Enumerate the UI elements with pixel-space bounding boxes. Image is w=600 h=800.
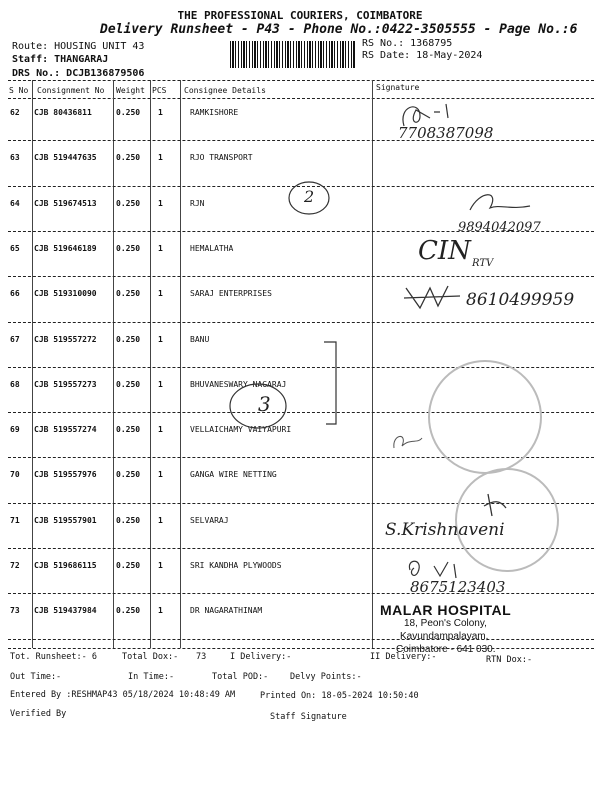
row-sno: 66 <box>10 289 20 299</box>
row-consignee: SELVARAJ <box>190 515 229 525</box>
company-name: THE PROFESSIONAL COURIERS, COIMBATORE <box>177 9 423 22</box>
row-pcs: 1 <box>158 425 163 435</box>
row-sno: 69 <box>10 425 20 435</box>
row-weight: 0.250 <box>116 470 141 480</box>
row-consignment-no: CJB 519557976 <box>34 470 97 480</box>
row-weight: 0.250 <box>116 153 141 163</box>
handwritten-phone-1: 7708387098 <box>398 124 494 142</box>
row-consignee: BANU <box>190 334 210 344</box>
row-consignment-no: CJB 519557901 <box>34 515 97 525</box>
row-consignment-no: CJB 519646189 <box>34 243 97 253</box>
row-weight: 0.250 <box>116 198 141 208</box>
printed-on: Printed On: 18-05-2024 10:50:40 <box>260 691 419 701</box>
column-divider <box>372 80 373 648</box>
total-pod: Total POD:- <box>212 672 269 682</box>
row-sno: 71 <box>10 515 20 525</box>
row-consignee: VELLAICHAMY VAIYAPURI <box>190 425 292 435</box>
row-pcs: 1 <box>158 198 163 208</box>
row-consignee: DR NAGARATHINAM <box>190 606 263 616</box>
row-consignee: SARAJ ENTERPRISES <box>190 289 272 299</box>
round-stamp <box>428 360 542 474</box>
row-pcs: 1 <box>158 108 163 117</box>
barcode-image <box>230 41 355 68</box>
row-sno: 73 <box>10 606 20 616</box>
column-header-weight: Weight <box>116 86 145 95</box>
row-pcs: 1 <box>158 606 163 616</box>
i-delivery: I Delivery:- <box>230 652 292 662</box>
row-consignee: RAMKISHORE <box>190 108 239 117</box>
column-header-pcs: PCS <box>152 86 167 95</box>
drs-number: DRS No.: DCJB136879506 <box>12 68 145 79</box>
handwritten-phone-4: 8675123403 <box>410 578 506 596</box>
row-weight: 0.250 <box>116 243 141 253</box>
column-divider <box>113 80 114 648</box>
row-weight: 0.250 <box>116 334 141 344</box>
rtn-dox: RTN Dox:- <box>486 655 533 665</box>
row-consignment-no: CJB 519557272 <box>34 334 97 344</box>
row-consignee: RJO TRANSPORT <box>190 153 253 163</box>
row-sno: 70 <box>10 470 20 480</box>
column-divider <box>32 80 33 648</box>
column-header-sno: S No <box>9 86 29 95</box>
signature-row66 <box>400 280 470 314</box>
row-separator <box>8 322 594 323</box>
column-divider <box>150 80 151 648</box>
runsheet-title: Delivery Runsheet - P43 - Phone No.:0422-3505555 - Page No.:6 <box>100 22 578 37</box>
handwritten-phone-3: 8610499959 <box>466 290 575 310</box>
row-pcs: 1 <box>158 515 163 525</box>
stamp-address-2: Kavundampalayam, <box>400 631 489 642</box>
out-time: Out Time:- <box>10 672 62 682</box>
delivery-points: Delvy Points:- <box>290 672 362 682</box>
row-pcs: 1 <box>158 334 163 344</box>
row-sno: 62 <box>10 108 20 117</box>
bracket-mark <box>320 338 340 428</box>
total-dox-value: 73 <box>196 652 207 662</box>
row-consignee: HEMALATHA <box>190 243 234 253</box>
in-time: In Time:- <box>128 672 175 682</box>
column-header-consignee: Consignee Details <box>184 86 266 95</box>
handwritten-mark-3: 3 <box>258 392 271 416</box>
column-header-signature: Signature <box>376 83 420 92</box>
row-consignee: GANGA WIRE NETTING <box>190 470 277 480</box>
row-consignment-no: CJB 519686115 <box>34 561 97 570</box>
row-consignment-no: CJB 519557274 <box>34 425 97 435</box>
row-weight: 0.250 <box>116 606 141 616</box>
handwritten-name: S.Krishnaveni <box>385 520 505 540</box>
row-sno: 64 <box>10 198 20 208</box>
row-consignment-no: CJB 519310090 <box>34 289 97 299</box>
row-weight: 0.250 <box>116 561 141 570</box>
row-separator <box>8 276 594 277</box>
footer-rule <box>8 648 594 649</box>
row-separator <box>8 639 594 640</box>
signature-row69 <box>388 424 428 458</box>
total-dox-label: Total Dox:- <box>122 652 179 662</box>
row-pcs: 1 <box>158 289 163 299</box>
row-consignment-no: CJB 519447635 <box>34 153 97 163</box>
row-separator <box>8 593 594 594</box>
row-consignee: BHUVANESWARY NAGARAJ <box>190 379 287 389</box>
row-pcs: 1 <box>158 470 163 480</box>
row-sno: 68 <box>10 379 20 389</box>
row-separator <box>8 140 594 141</box>
row-pcs: 1 <box>158 379 163 389</box>
signature-row64 <box>460 190 540 220</box>
row-consignment-no: CJB 519674513 <box>34 198 97 208</box>
rs-number: RS No.: 1368795 <box>362 38 453 49</box>
rs-date: RS Date: 18-May-2024 <box>362 50 483 61</box>
row-consignment-no: CJB 80436811 <box>34 108 92 117</box>
staff-label: Staff: THANGARAJ <box>12 54 109 65</box>
table-top-rule <box>8 80 594 81</box>
row-weight: 0.250 <box>116 289 141 299</box>
row-sno: 65 <box>10 243 20 253</box>
stamp-hospital-name: MALAR HOSPITAL <box>380 602 512 618</box>
row-weight: 0.250 <box>116 379 141 389</box>
row-consignee: RJN <box>190 198 205 208</box>
ii-delivery: II Delivery:- <box>370 652 437 662</box>
column-divider <box>180 80 181 648</box>
row-weight: 0.250 <box>116 108 141 117</box>
row-consignee: SRI KANDHA PLYWOODS <box>190 561 282 570</box>
handwritten-rtv: RTV <box>472 258 494 269</box>
row-weight: 0.250 <box>116 425 141 435</box>
row-consignment-no: CJB 519557273 <box>34 379 97 389</box>
route-label: Route: HOUSING UNIT 43 <box>12 41 145 52</box>
row-weight: 0.250 <box>116 515 141 525</box>
row-pcs: 1 <box>158 561 163 570</box>
handwritten-phone-2: 9894042097 <box>458 220 541 235</box>
handwritten-cin: CIN <box>418 236 471 266</box>
entered-by: Entered By :RESHMAP43 05/18/2024 10:48:49 AM <box>10 690 236 700</box>
column-header-consignment: Consignment No <box>37 86 105 95</box>
verified-by: Verified By <box>10 709 67 719</box>
handwritten-mark-2: 2 <box>304 187 315 206</box>
total-runsheet: Tot. Runsheet:- 6 <box>10 652 97 662</box>
row-pcs: 1 <box>158 153 163 163</box>
signature-row70 <box>480 490 510 520</box>
stamp-address-3: Coimbatore - 641 030. <box>396 644 496 655</box>
row-pcs: 1 <box>158 243 163 253</box>
stamp-address-1: 18, Peon's Colony, <box>404 618 487 629</box>
table-header-rule <box>8 98 594 99</box>
row-sno: 63 <box>10 153 20 163</box>
row-consignment-no: CJB 519437984 <box>34 606 97 616</box>
row-sno: 67 <box>10 334 20 344</box>
row-sno: 72 <box>10 561 20 570</box>
staff-signature: Staff Signature <box>270 712 347 722</box>
